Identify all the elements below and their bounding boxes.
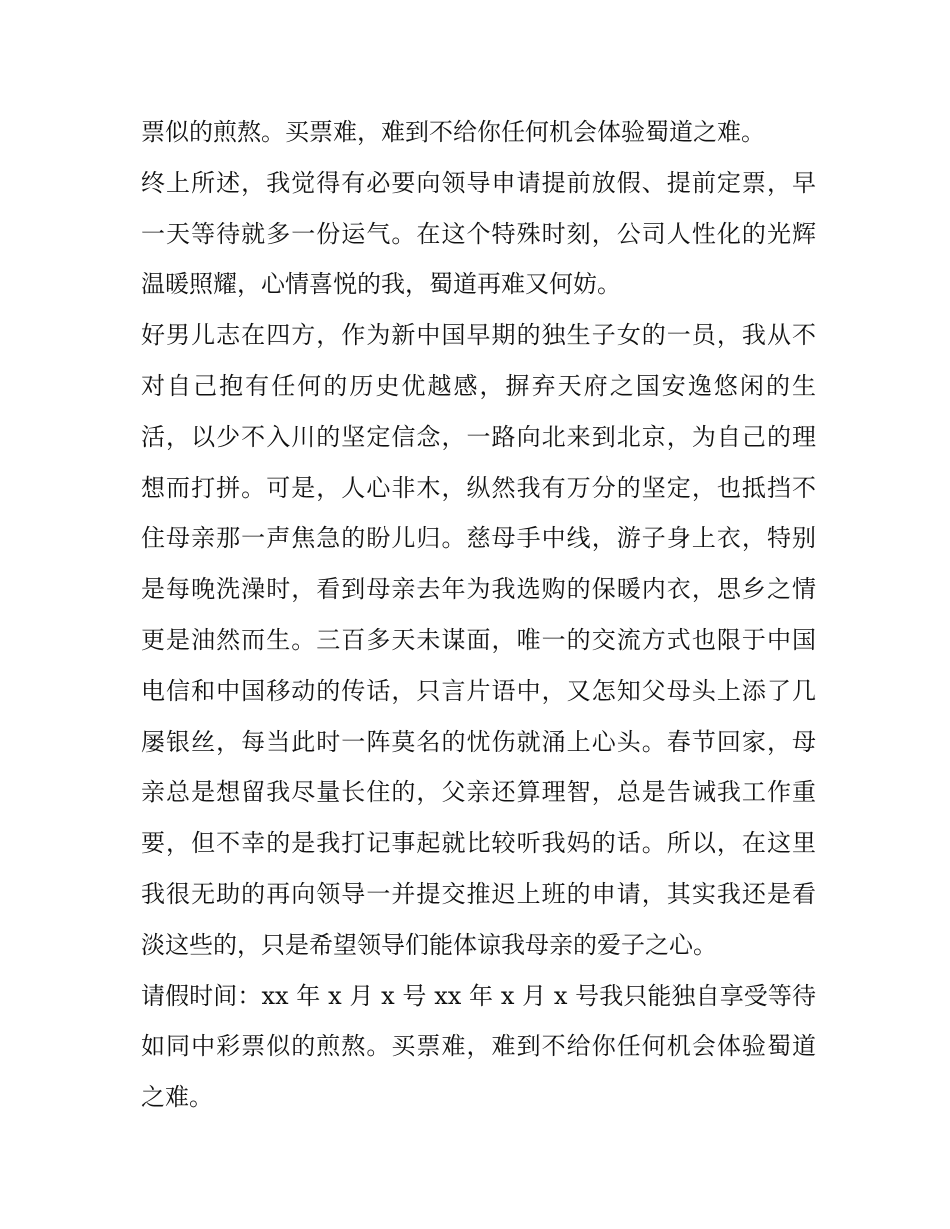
text-line: 如同中彩票似的煎熬。买票难，难到不给你任何机会体验蜀道 [141,1032,816,1061]
text-line: 好男儿志在四方，作为新中国早期的独生子女的一员，我从不 [141,321,816,350]
text-line: 淡这些的，只是希望领导们能体谅我母亲的爱子之心。 [141,930,717,959]
text-line: 我很无助的再向领导一并提交推迟上班的申请，其实我还是看 [141,879,816,908]
text-line: 之难。 [141,1083,213,1112]
text-line: 要，但不幸的是我打记事起就比较听我妈的话。所以，在这里 [141,829,816,858]
text-line: 温暖照耀，心情喜悦的我，蜀道再难又何妨。 [141,270,621,299]
text-line: 终上所述，我觉得有必要向领导申请提前放假、提前定票，早 [141,168,816,197]
text-line: 是每晚洗澡时，看到母亲去年为我选购的保暖内衣，思乡之情 [141,575,816,604]
text-line: 请假时间：xx 年 x 月 x 号 xx 年 x 月 x 号我只能独自享受等待 [141,981,816,1010]
text-line: 住母亲那一声焦急的盼儿归。慈母手中线，游子身上衣，特别 [141,524,816,553]
text-line: 屡银丝，每当此时一阵莫名的忧伤就涌上心头。春节回家，母 [141,727,816,756]
document-body [141,107,816,1123]
text-line: 对自己抱有任何的历史优越感，摒弃天府之国安逸悠闲的生 [141,371,816,400]
text-line: 亲总是想留我尽量长住的，父亲还算理智，总是告诫我工作重 [141,778,816,807]
text-line: 电信和中国移动的传话，只言片语中，又怎知父母头上添了几 [141,676,816,705]
text-line: 想而打拼。可是，人心非木，纵然我有万分的坚定，也抵挡不 [141,473,816,502]
text-line: 一天等待就多一份运气。在这个特殊时刻，公司人性化的光辉 [141,219,816,248]
text-line: 更是油然而生。三百多天未谋面，唯一的交流方式也限于中国 [141,625,816,654]
text-line: 票似的煎熬。买票难，难到不给你任何机会体验蜀道之难。 [141,118,765,146]
text-line: 活，以少不入川的坚定信念，一路向北来到北京，为自己的理 [141,422,816,451]
